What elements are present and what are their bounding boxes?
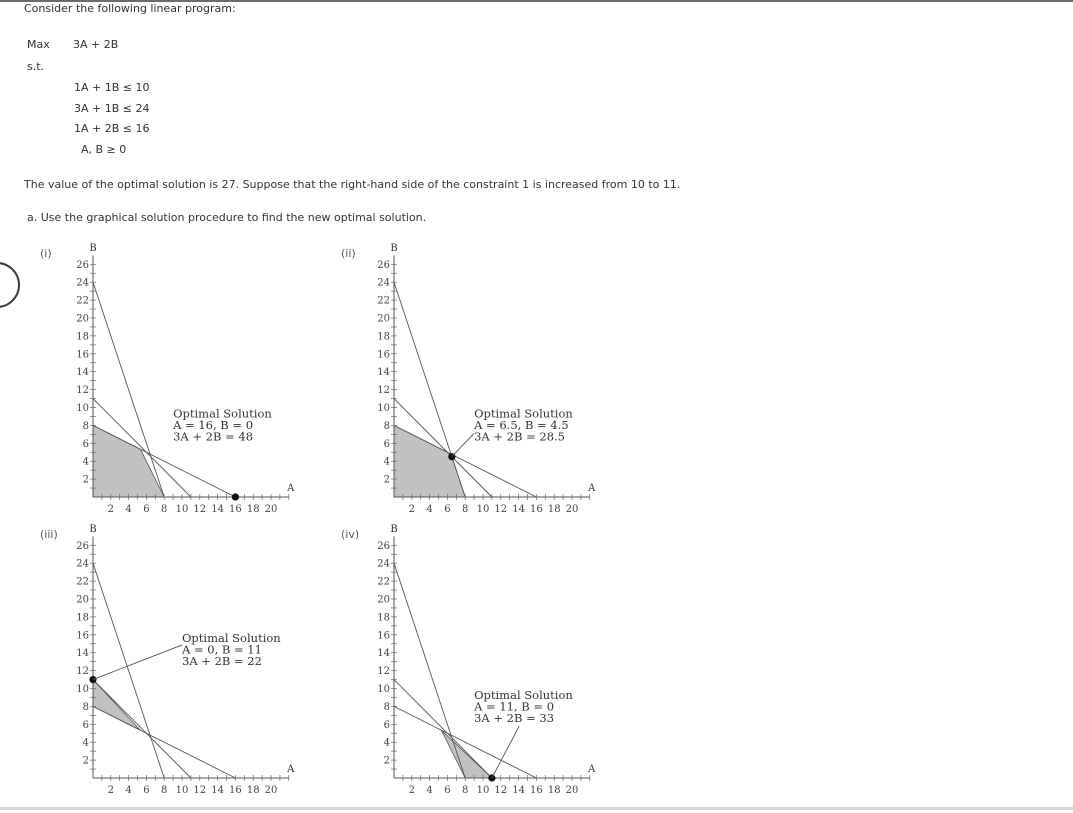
x-tick-label: 6 <box>444 785 451 796</box>
x-tick-label: 20 <box>565 785 579 796</box>
y-tick-label: 16 <box>377 630 390 642</box>
x-tick-label: 4 <box>125 785 132 796</box>
y-tick-label: 4 <box>383 456 390 468</box>
y-tick-label: 18 <box>76 612 89 624</box>
y-tick-label: 8 <box>82 701 89 713</box>
x-tick-label: 14 <box>512 504 525 515</box>
x-tick-label: 8 <box>462 785 469 796</box>
feasible-region <box>394 425 465 497</box>
constraint-line-3 <box>93 706 235 778</box>
x-tick-label: 4 <box>426 785 433 796</box>
nonnegativity-constraint: A, B ≥ 0 <box>81 143 127 156</box>
x-tick-label: 6 <box>143 504 150 515</box>
objective-expression: 3A + 2B <box>73 38 119 51</box>
y-tick-label: 26 <box>76 540 89 552</box>
y-tick-label: 12 <box>76 385 89 397</box>
y-tick-label: 14 <box>377 648 390 660</box>
graph-svg <box>341 240 671 515</box>
optimal-solution-line: A = 0, B = 11 <box>182 642 262 657</box>
x-tick-label: 2 <box>408 504 415 515</box>
x-tick-label: 18 <box>547 785 561 796</box>
optimal-solution-line: 3A + 2B = 33 <box>474 711 555 726</box>
y-axis-label: B <box>390 243 398 254</box>
optimal-solution-line: 3A + 2B = 22 <box>182 653 262 668</box>
y-tick-label: 26 <box>377 540 390 552</box>
graph-svg <box>40 240 370 515</box>
y-axis-label: B <box>89 243 97 254</box>
y-tick-label: 8 <box>383 420 390 432</box>
subject-to-label: s.t. <box>27 60 45 73</box>
y-axis-label: B <box>89 524 97 535</box>
x-axis-label: A <box>287 483 295 494</box>
problem-statement: The value of the optimal solution is 27. Suppose that the right-hand side of the constraint 1 is increased from 10 to 11. <box>24 178 681 191</box>
y-tick-label: 2 <box>383 474 390 486</box>
constraint-3: 1A + 2B ≤ 16 <box>74 122 150 135</box>
y-tick-label: 6 <box>82 719 89 731</box>
y-tick-label: 16 <box>76 630 89 642</box>
y-tick-label: 20 <box>377 313 390 325</box>
y-tick-label: 12 <box>377 666 390 678</box>
constraint-line-2 <box>394 563 465 778</box>
graph-option-iii[interactable] <box>40 521 370 796</box>
y-tick-label: 6 <box>383 438 390 450</box>
optimal-point <box>232 493 239 500</box>
bottom-border <box>0 807 1073 810</box>
y-tick-label: 18 <box>377 331 390 343</box>
x-tick-label: 4 <box>125 504 132 515</box>
y-tick-label: 14 <box>377 367 390 379</box>
x-tick-label: 2 <box>107 785 114 796</box>
graph-id-label: (ii) <box>341 247 356 260</box>
graph-option-iv[interactable] <box>341 521 671 796</box>
x-tick-label: 6 <box>444 504 451 515</box>
x-tick-label: 18 <box>547 504 561 515</box>
x-tick-label: 20 <box>565 504 579 515</box>
constraint-1: 1A + 1B ≤ 10 <box>74 81 150 94</box>
y-tick-label: 22 <box>377 295 390 307</box>
y-tick-label: 12 <box>377 385 390 397</box>
y-tick-label: 14 <box>76 648 89 660</box>
optimal-point <box>89 676 96 683</box>
y-tick-label: 16 <box>377 349 390 361</box>
y-tick-label: 18 <box>377 612 390 624</box>
y-tick-label: 10 <box>377 684 390 695</box>
x-tick-label: 20 <box>264 785 278 796</box>
x-tick-label: 2 <box>408 785 415 796</box>
x-tick-label: 10 <box>175 504 189 515</box>
y-tick-label: 18 <box>76 331 89 343</box>
y-tick-label: 22 <box>76 295 89 307</box>
question-a: a. Use the graphical solution procedure to find the new optimal solution. <box>27 211 427 224</box>
y-tick-label: 16 <box>76 349 89 361</box>
y-tick-label: 24 <box>377 277 390 289</box>
x-axis-label: A <box>588 483 596 494</box>
graph-svg <box>40 521 370 796</box>
y-tick-label: 24 <box>76 558 89 570</box>
constraint-line-2 <box>93 563 164 778</box>
optimal-solution-line: 3A + 2B = 48 <box>173 429 254 444</box>
x-axis-label: A <box>588 764 596 775</box>
x-tick-label: 10 <box>175 785 189 796</box>
optimal-solution-line: A = 6.5, B = 4.5 <box>474 417 569 432</box>
optimal-solution-line: 3A + 2B = 28.5 <box>474 429 565 444</box>
optimal-solution-title: Optimal Solution <box>474 688 573 703</box>
y-axis-label: B <box>390 524 398 535</box>
x-tick-label: 12 <box>494 785 508 796</box>
x-tick-label: 16 <box>530 785 543 796</box>
y-tick-label: 2 <box>82 755 89 767</box>
y-tick-label: 20 <box>76 594 89 606</box>
x-tick-label: 16 <box>229 785 242 796</box>
y-tick-label: 8 <box>82 420 89 432</box>
y-tick-label: 20 <box>76 313 89 325</box>
x-tick-label: 10 <box>476 785 490 796</box>
objective-label: Max <box>27 38 50 51</box>
y-tick-label: 10 <box>76 403 89 414</box>
graph-id-label: (iv) <box>341 528 360 541</box>
optimal-solution-line: A = 11, B = 0 <box>474 699 555 714</box>
x-tick-label: 12 <box>193 504 207 515</box>
x-tick-label: 18 <box>246 504 260 515</box>
x-axis-label: A <box>287 764 295 775</box>
y-tick-label: 24 <box>76 277 89 289</box>
optimal-solution-title: Optimal Solution <box>173 406 272 421</box>
x-tick-label: 16 <box>530 504 543 515</box>
y-tick-label: 20 <box>377 594 390 606</box>
x-tick-label: 16 <box>229 504 242 515</box>
graph-option-i[interactable] <box>40 240 370 515</box>
graph-option-ii[interactable] <box>341 240 671 515</box>
y-tick-label: 2 <box>383 755 390 767</box>
graph-svg <box>341 521 671 796</box>
y-tick-label: 26 <box>377 259 390 271</box>
constraint-2: 3A + 1B ≤ 24 <box>74 102 150 115</box>
y-tick-label: 22 <box>76 576 89 588</box>
y-tick-label: 26 <box>76 259 89 271</box>
x-tick-label: 8 <box>161 785 168 796</box>
feasible-region <box>93 425 164 497</box>
y-tick-label: 4 <box>82 456 89 468</box>
x-tick-label: 14 <box>211 785 224 796</box>
annotation-pointer <box>452 433 474 456</box>
optimal-solution-line: A = 16, B = 0 <box>173 417 254 432</box>
y-tick-label: 12 <box>76 666 89 678</box>
graph-id-label: (i) <box>40 247 52 260</box>
radio-circle[interactable] <box>0 262 20 308</box>
x-tick-label: 14 <box>512 785 525 796</box>
x-tick-label: 12 <box>494 504 508 515</box>
x-tick-label: 18 <box>246 785 260 796</box>
y-tick-label: 6 <box>82 438 89 450</box>
x-tick-label: 6 <box>143 785 150 796</box>
x-tick-label: 10 <box>476 504 490 515</box>
annotation-pointer <box>93 645 182 680</box>
x-tick-label: 8 <box>462 504 469 515</box>
y-tick-label: 6 <box>383 719 390 731</box>
x-tick-label: 4 <box>426 504 433 515</box>
x-tick-label: 12 <box>193 785 207 796</box>
optimal-solution-title: Optimal Solution <box>182 630 281 645</box>
y-tick-label: 8 <box>383 701 390 713</box>
x-tick-label: 20 <box>264 504 278 515</box>
constraint-line-1 <box>93 680 191 778</box>
y-tick-label: 4 <box>82 737 89 749</box>
graph-id-label: (iii) <box>40 528 58 541</box>
intro-text: Consider the following linear program: <box>24 2 236 15</box>
y-tick-label: 14 <box>76 367 89 379</box>
annotation-pointer <box>492 726 519 778</box>
y-tick-label: 10 <box>377 403 390 414</box>
y-tick-label: 24 <box>377 558 390 570</box>
y-tick-label: 10 <box>76 684 89 695</box>
x-tick-label: 8 <box>161 504 168 515</box>
x-tick-label: 14 <box>211 504 224 515</box>
y-tick-label: 4 <box>383 737 390 749</box>
x-tick-label: 2 <box>107 504 114 515</box>
optimal-solution-title: Optimal Solution <box>474 406 573 421</box>
y-tick-label: 22 <box>377 576 390 588</box>
y-tick-label: 2 <box>82 474 89 486</box>
